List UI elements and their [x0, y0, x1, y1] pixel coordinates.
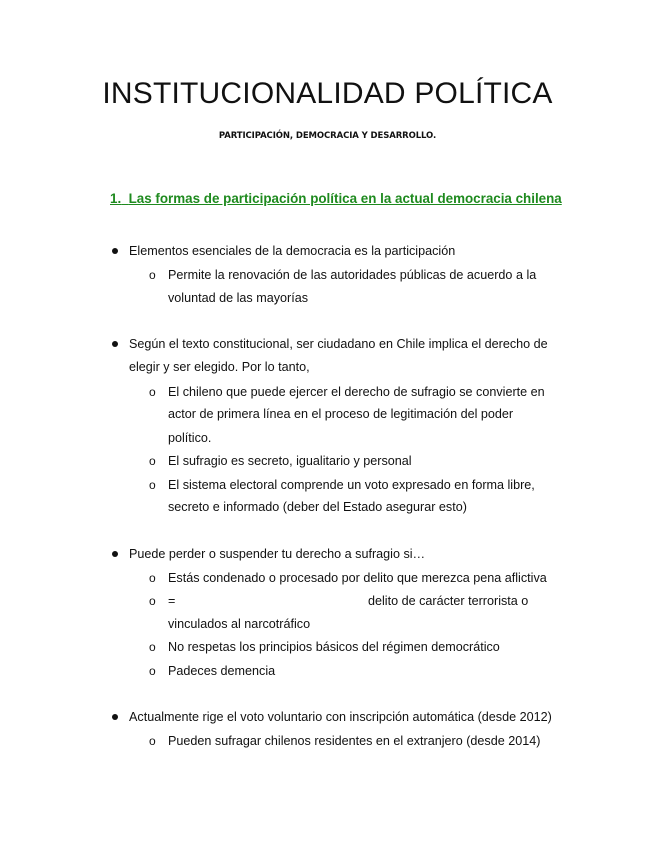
sub-bullet-marker: o	[149, 571, 156, 585]
sub-bullet-marker: o	[149, 640, 156, 654]
bullet-text: Puede perder o suspender tu derecho a sufragio si…	[129, 547, 426, 561]
sub-bullet-marker: o	[149, 594, 156, 608]
sub-bullet-text: El sufragio es secreto, igualitario y personal	[168, 454, 412, 468]
sub-bullet-text: No respetas los principios básicos del régimen democrático	[168, 640, 500, 654]
bullet-marker	[112, 714, 118, 720]
bullet-marker	[112, 248, 118, 254]
section-heading-text: Las formas de participación política en la actual democracia chilena	[128, 191, 562, 206]
bullet-text: Elementos esenciales de la democracia es la participación	[129, 244, 456, 258]
sub-bullet-text: voluntad de las mayorías	[168, 291, 309, 305]
sub-bullet-marker: o	[149, 268, 156, 282]
document-subtitle: PARTICIPACIÓN, DEMOCRACIA Y DESARROLLO.	[218, 131, 437, 141]
sub-bullet-marker: o	[149, 664, 156, 678]
sub-bullet-marker: o	[149, 385, 156, 399]
bullet-text: Actualmente rige el voto voluntario con inscripción automática (desde 2012)	[129, 710, 552, 724]
sub-bullet-marker: o	[149, 454, 156, 468]
sub-bullet-text: Estás condenado o procesado por delito que merezca pena aflictiva	[168, 571, 547, 585]
sub-bullet-text: =	[168, 594, 176, 608]
section-heading	[110, 191, 562, 206]
sub-bullet-marker: o	[149, 478, 156, 492]
bullet-marker	[112, 341, 118, 347]
sub-bullet-text: actor de primera línea en el proceso de legitimación del poder	[168, 407, 514, 421]
sub-bullet-text: El sistema electoral comprende un voto expresado en forma libre,	[168, 478, 535, 492]
sub-bullet-text: Padeces demencia	[168, 664, 276, 678]
sub-bullet-text: Pueden sufragar chilenos residentes en el extranjero (desde 2014)	[168, 734, 541, 748]
document-title: INSTITUCIONALIDAD POLÍTICA	[102, 77, 553, 110]
sub-bullet-text: delito de carácter terrorista o	[368, 594, 529, 608]
sub-bullet-text: político.	[168, 431, 212, 445]
section-number: 1.	[110, 191, 122, 206]
bullet-text: Según el texto constitucional, ser ciudadano en Chile implica el derecho de	[129, 337, 548, 351]
sub-bullet-text: secreto e informado (deber del Estado asegurar esto)	[168, 500, 467, 514]
bullet-marker	[112, 551, 118, 557]
sub-bullet-text: Permite la renovación de las autoridades públicas de acuerdo a la	[168, 268, 537, 282]
sub-bullet-text: El chileno que puede ejercer el derecho de sufragio se convierte en	[168, 385, 545, 399]
sub-bullet-marker: o	[149, 734, 156, 748]
bullet-text: elegir y ser elegido. Por lo tanto,	[129, 360, 310, 374]
sub-bullet-text: vinculados al narcotráfico	[168, 617, 311, 631]
